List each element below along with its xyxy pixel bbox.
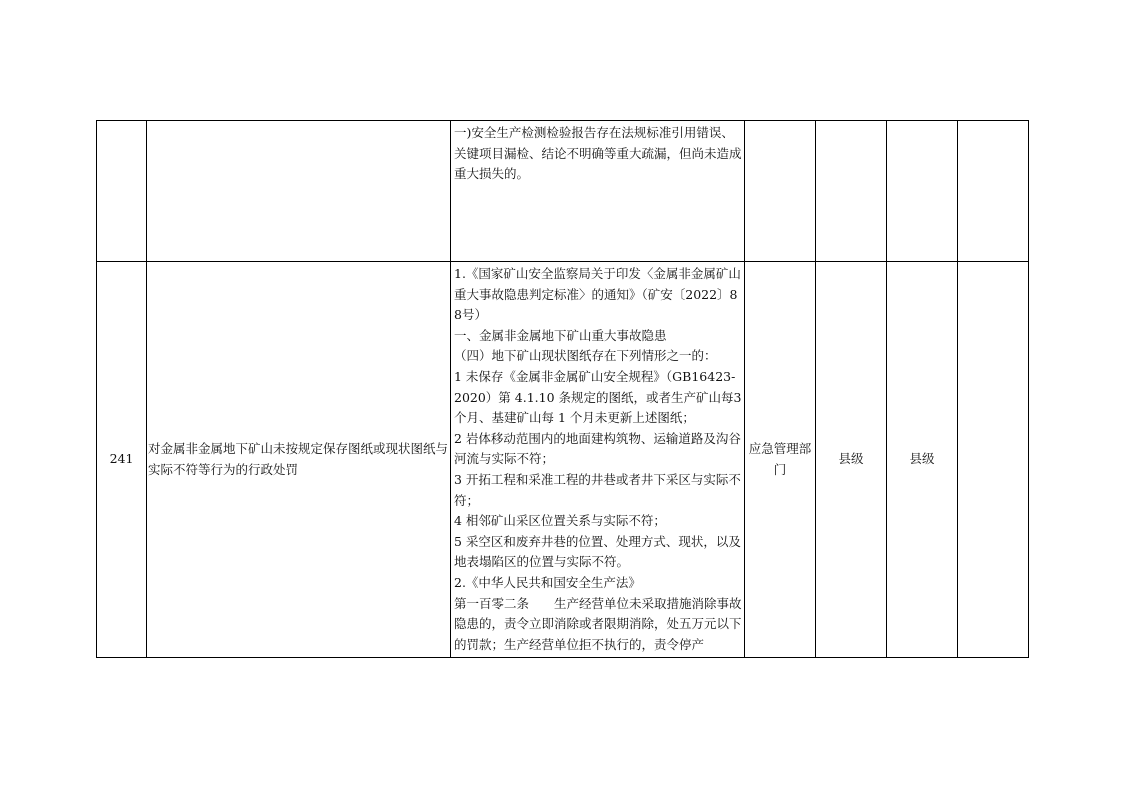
row-number-cell (97, 121, 147, 262)
level-b-cell (887, 262, 958, 658)
note-cell (958, 121, 1029, 262)
level-b-cell (887, 121, 958, 262)
department-cell (745, 262, 816, 658)
level-a: 县级 (838, 451, 864, 467)
item-name-cell (147, 121, 451, 262)
basis-line: 2 岩体移动范围内的地面建构筑物、运输道路及沟谷河流与实际不符； (454, 430, 741, 467)
note-cell (958, 262, 1029, 658)
row-number-cell (97, 262, 147, 658)
basis-line: 一)安全生产检测检验报告存在法规标准引用错误、关键项目漏检、结论不明确等重大疏漏，但尚未造成重大损失的。 (454, 125, 742, 182)
basis-line: （四）地下矿山现状图纸存在下列情形之一的： (454, 348, 717, 364)
basis-line: 一、金属非金属地下矿山重大事故隐患 (454, 327, 667, 343)
department: 应急管理部门 (748, 440, 812, 477)
item-name: 对金属非金属地下矿山未按规定保存图纸或现状图纸与实际不符等行为的行政处罚 (148, 440, 449, 477)
level-a-cell (816, 121, 887, 262)
power-list-table (96, 120, 1029, 658)
basis-line: 第一百零二条 生产经营单位未采取措施消除事故隐患的，责令立即消除或者限期消除，处五万元以下的罚款；生产经营单位拒不执行的，责令停产 (454, 595, 742, 652)
department-cell (745, 121, 816, 262)
table-row (97, 262, 1029, 658)
basis-line: 2.《中华人民共和国安全生产法》 (454, 574, 641, 590)
basis-line: 1.《国家矿山安全监察局关于印发〈金属非金属矿山重大事故隐患判定标准〉的通知》（矿安〔2022〕88号） (454, 266, 741, 323)
table-row (97, 121, 1029, 262)
item-name-cell (147, 262, 451, 658)
level-a-cell (816, 262, 887, 658)
basis-cell (451, 121, 745, 262)
basis-line: 4 相邻矿山采区位置关系与实际不符； (454, 513, 666, 529)
basis-line: 1 未保存《金属非金属矿山安全规程》（GB16423-2020）第 4.1.10 条规定的图纸，或者生产矿山每3个月、基建矿山每 1 个月未更新上述图纸； (454, 368, 742, 426)
row-number: 241 (109, 451, 134, 467)
basis-cell (451, 262, 745, 658)
basis-line: 5 采空区和废弃井巷的位置、处理方式、现状，以及地表塌陷区的位置与实际不符。 (454, 533, 741, 570)
basis-line: 3 开拓工程和采准工程的井巷或者井下采区与实际不符； (454, 471, 741, 508)
level-b: 县级 (909, 451, 935, 467)
